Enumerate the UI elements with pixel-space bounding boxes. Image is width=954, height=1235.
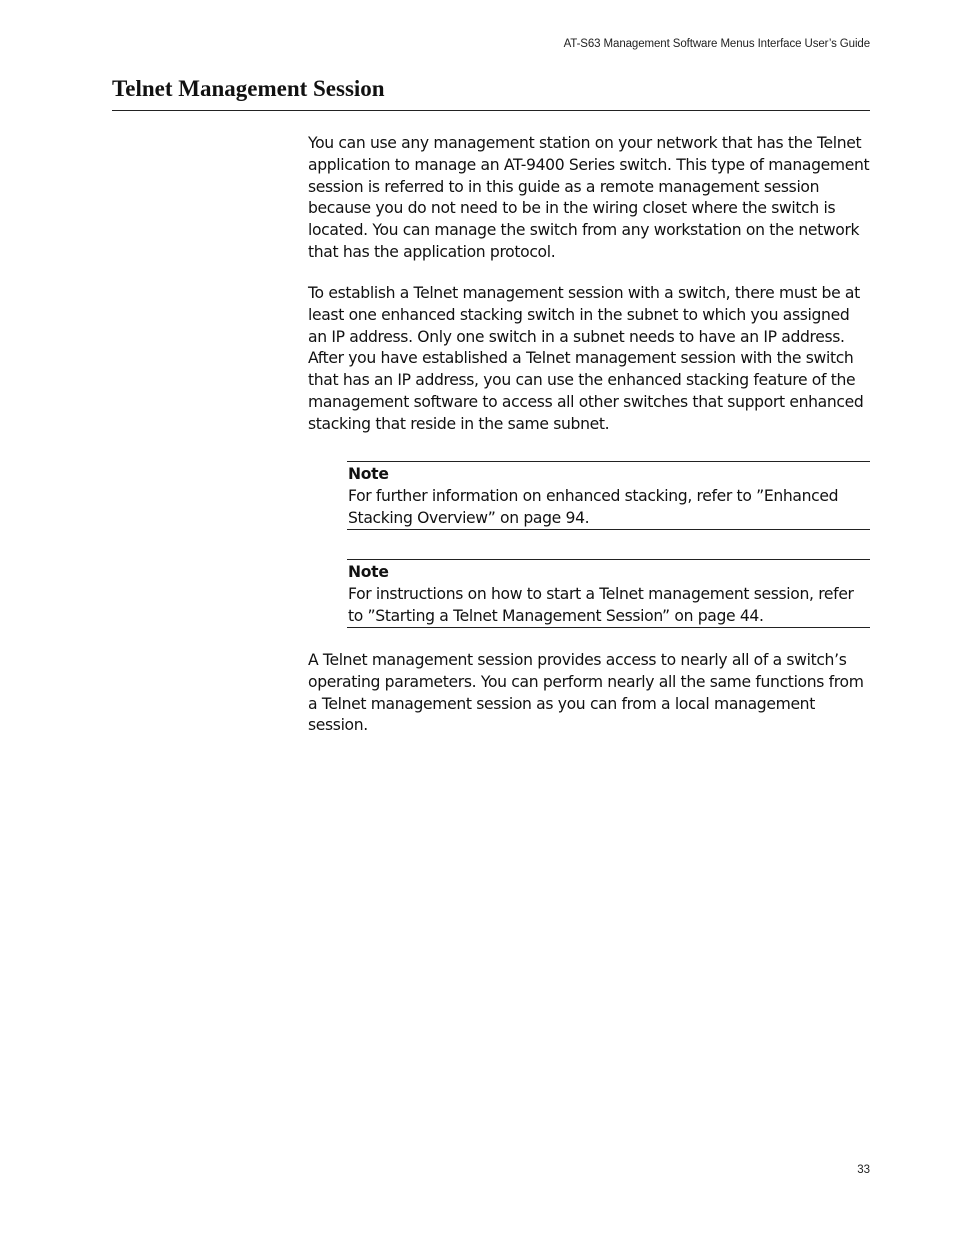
section-title: Telnet Management Session xyxy=(112,76,385,101)
paragraph-text: To establish a Telnet management session with a switch, there must be at least one enhanced stacking switch in the subnet to which you assigned an IP address. Only one switch in a subnet needs to have an IP address. After you have established a Telnet management session with the switch that has an IP address, you can use the enhanced stacking feature of the management software to access all other switches that support enhanced stacking that reside in the same subnet. xyxy=(308,284,864,433)
page-number: 33 xyxy=(857,1164,870,1176)
note-enhanced-stacking xyxy=(347,461,870,530)
note-heading: Note xyxy=(348,465,389,483)
note-text: For further information on enhanced stacking, refer to ”Enhanced Stacking Overview” on page 94. xyxy=(348,486,839,527)
paragraph-text: You can use any management station on your network that has the Telnet application to manage an AT-9400 Series switch. This type of management session is referred to in this guide as a remote management session because you do not need to be in the wiring closet where the switch is located. You can manage the switch from any workstation on the network that has the application protocol. xyxy=(308,134,870,261)
paragraph-access-parameters xyxy=(308,650,870,737)
paragraph-text: A Telnet management session provides access to nearly all of a switch’s operating parameters. You can perform nearly all the same functions from a Telnet management session as you can from a local management session. xyxy=(308,651,864,735)
note-starting-telnet xyxy=(347,559,870,628)
note-heading: Note xyxy=(348,563,389,581)
note-text: For instructions on how to start a Telnet management session, refer to ”Starting a Telnet Management Session” on page 44. xyxy=(348,584,854,625)
paragraph-establish-session xyxy=(308,283,870,436)
title-rule xyxy=(112,110,870,111)
paragraph-remote-management xyxy=(308,133,870,264)
running-header: AT-S63 Management Software Menus Interface User’s Guide xyxy=(563,38,870,50)
